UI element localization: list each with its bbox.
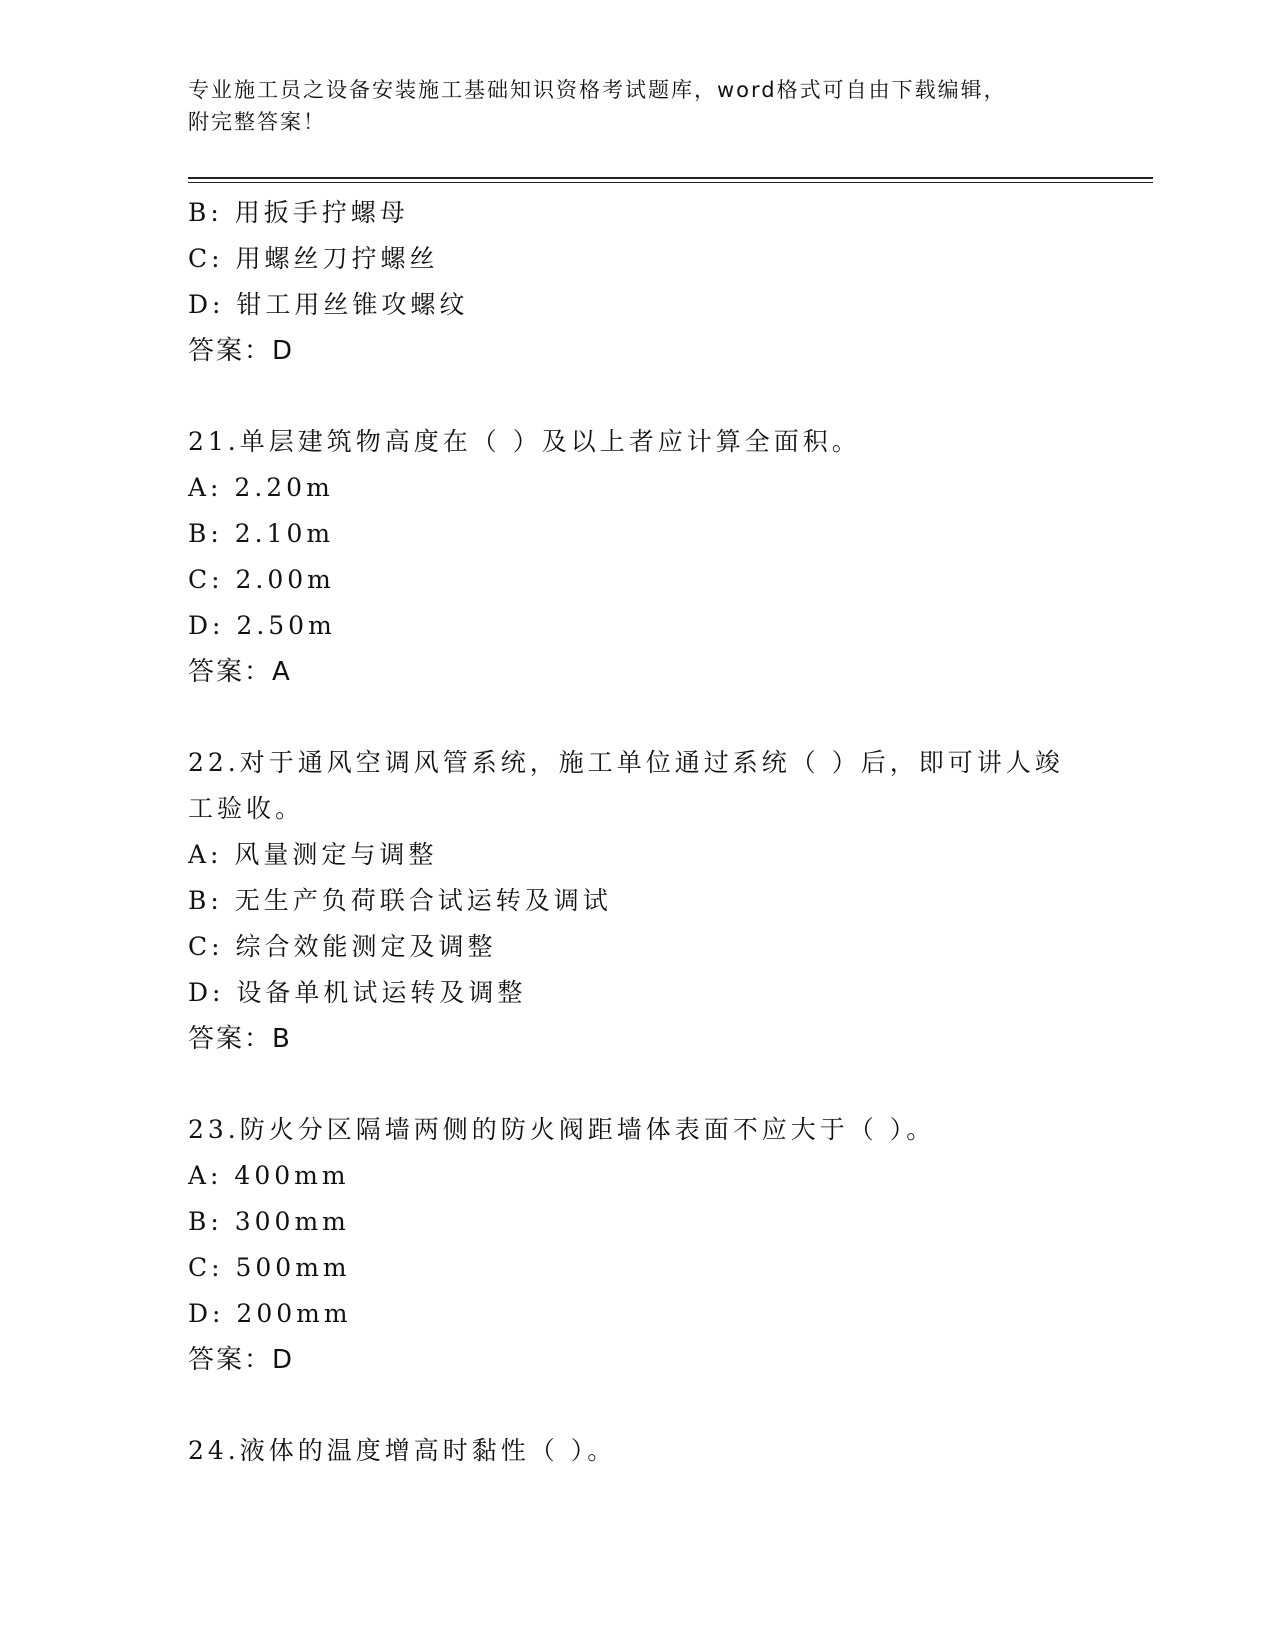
option-d: D: 钳工用丝锥攻螺纹 [188, 290, 469, 319]
question-list [188, 190, 1088, 1474]
spacer [188, 1383, 1088, 1428]
document-header [188, 74, 1088, 138]
question-text: 24.液体的温度增高时黏性（ ）。 [188, 1436, 617, 1465]
spacer [188, 695, 1088, 740]
option-a: A: 风量测定与调整 [188, 840, 438, 869]
spacer [188, 374, 1088, 419]
option-b: B: 无生产负荷联合试运转及调试 [188, 886, 612, 915]
option-a: A: 2.20m [188, 473, 334, 502]
question-22 [188, 740, 1088, 1062]
option-c: C: 用螺丝刀拧螺丝 [188, 244, 439, 273]
prev-question-block [188, 190, 1088, 374]
option-a: A: 400mm [188, 1161, 350, 1190]
question-text-line-1: 22.对于通风空调风管系统，施工单位通过系统（ ）后，即可讲人竣 [188, 748, 1064, 777]
option-d: D: 设备单机试运转及调整 [188, 978, 527, 1007]
option-d: D: 2.50m [188, 611, 336, 640]
option-c: C: 2.00m [188, 565, 335, 594]
answer-line: 答案：D [188, 1345, 295, 1375]
question-21 [188, 419, 1088, 695]
option-b: B: 用扳手拧螺母 [188, 198, 409, 227]
option-b: B: 300mm [188, 1207, 350, 1236]
header-line-2: 附完整答案！ [188, 110, 326, 134]
question-23 [188, 1107, 1088, 1383]
option-b: B: 2.10m [188, 519, 335, 548]
question-text: 23.防火分区隔墙两侧的防火阀距墙体表面不应大于（ ）。 [188, 1115, 936, 1144]
question-24 [188, 1428, 1088, 1474]
option-d: D: 200mm [188, 1299, 352, 1328]
header-divider-thick [188, 177, 1153, 179]
question-text: 21.单层建筑物高度在（ ）及以上者应计算全面积。 [188, 427, 861, 456]
option-c: C: 500mm [188, 1253, 351, 1282]
answer-line: 答案：D [188, 336, 295, 366]
question-text-line-2: 工验收。 [188, 794, 305, 823]
header-divider-thin [188, 182, 1153, 183]
answer-line: 答案：B [188, 1024, 292, 1054]
option-c: C: 综合效能测定及调整 [188, 932, 497, 961]
answer-line: 答案：A [188, 657, 292, 687]
header-line-1: 专业施工员之设备安装施工基础知识资格考试题库，word格式可自由下载编辑， [188, 78, 1007, 102]
spacer [188, 1062, 1088, 1107]
